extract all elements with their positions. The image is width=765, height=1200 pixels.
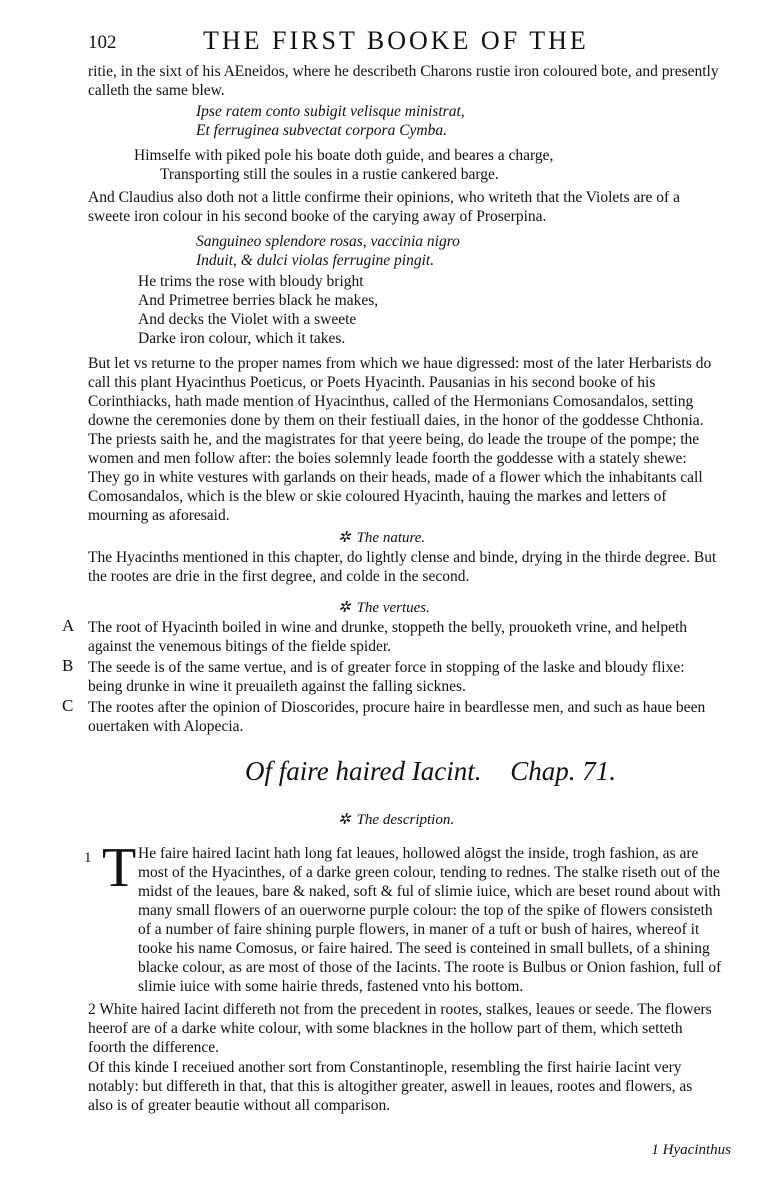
latin-quote-claudian xyxy=(196,232,460,270)
chapter-heading xyxy=(245,756,616,787)
margin-letter-c: C xyxy=(62,696,74,715)
paragraph-names: But let vs returne to the proper names from which we haue digressed: most of the later Herbarists do call this plant Hyacinthus Poeticus, or Poets Hyacinth. Pausanias in his second booke of his Corinthiacks, hath made mention of Hyacinthus, called of the Hermonians Comosandalos, setting downe the ceremonies done by them on their festiuall daies, in the honor of the goddesse Chthonia. The priests saith he, and the magistrates for that yeere being, do leade the troupe of the pompe; the women and men follow after: the boies solemnly leade foorth the goddesse with a stately shewe: They go in white vestures with garlands on their heads, made of a flower which the inhabitants call Comosandalos, which is the blew or skie coloured Hyacinth, hauing the markes and letters of mourning as aforesaid. xyxy=(88,355,712,524)
paragraph-nature: The Hyacinths mentioned in this chapter, do lightly clense and binde, drying in the thirde degree. But the rootes are drie in the first degree, and colde in the second. xyxy=(88,549,717,585)
asterisk-ornament-icon: ✲ xyxy=(338,600,351,616)
paragraph-charon: ritie, in the sixt of his AEneidos, where he describeth Charons rustie iron coloured bote, and presently calleth the same blew. xyxy=(88,63,719,99)
item-number-1: 1 xyxy=(84,850,92,866)
paragraph-claudius: And Claudius also doth not a little confirme their opinions, who writeth that the Violets are of a sweete iron colour in his second booke of the carying away of Proserpina. xyxy=(88,189,680,225)
latin-quote-virgil xyxy=(196,102,465,140)
asterisk-ornament-icon: ✲ xyxy=(338,812,351,828)
vertue-c-text: The rootes after the opinion of Dioscorides, procure haire in beardlesse men, and such as haue been ouertaken with Alopecia. xyxy=(88,699,706,735)
verse-line: Darke iron colour, which it takes. xyxy=(138,330,346,347)
verse-translation-2 xyxy=(138,272,378,348)
latin-line: Ipse ratem conto subigit velisque ministrat, xyxy=(196,103,465,120)
latin-line: Et ferruginea subvectat corpora Cymba. xyxy=(196,122,447,139)
vertue-b-text: The seede is of the same vertue, and is of greater force in stopping of the laske and bloudy flixe: being drunke in wine it preuaileth against the falling sicknes. xyxy=(88,659,685,695)
section-heading-vertues: ✲ The vertues. xyxy=(338,600,430,616)
verse-translation-1 xyxy=(134,146,553,184)
description-3-text: Of this kinde I receiued another sort from Constantinople, resembling the first hairie Iacint very notably: but differeth in that, that this is altogither greater, aswell in leaues, rootes and flowers, as also is of greater beautie without all comparison. xyxy=(88,1059,693,1114)
verse-line: Transporting still the soules in a rustie cankered barge. xyxy=(160,166,499,183)
description-2-text: 2 White haired Iacint differeth not from the precedent in rootes, stalkes, leaues or seede. The flowers heerof are of a darke white colour, with some blacknes in the hollow part of them, which setteth foorth the difference. xyxy=(88,1001,712,1056)
section-heading-nature: ✲ The nature. xyxy=(338,530,426,546)
verse-line: And Primetree berries black he makes, xyxy=(138,292,379,309)
chapter-number: Chap. 71. xyxy=(510,756,616,786)
vertue-a-text: The root of Hyacinth boiled in wine and drunke, stoppeth the belly, prouoketh vrine, and helpeth against the venemous bitings of the fielde spider. xyxy=(88,619,688,655)
latin-line: Induit, & dulci violas ferrugine pingit. xyxy=(196,252,435,269)
verse-line: Himselfe with piked pole his boate doth guide, and beares a charge, xyxy=(134,147,554,164)
latin-line: Sanguineo splendore rosas, vaccinia nigro xyxy=(196,233,460,250)
verse-line: And decks the Violet with a sweete xyxy=(138,311,357,328)
running-title: THE FIRST BOOKE OF THE xyxy=(203,26,589,55)
catchword: 1 Hyacinthus xyxy=(651,1142,731,1158)
description-1-text: He faire haired Iacint hath long fat leaues, hollowed alōgst the inside, trogh fashion, as are most of the Hyacinthes, of a darke green colour, tending to rednes. The stalke riseth out of the midst of the leaues, bare & naked, soft & ful of slimie iuice, which are beset round about with many small flowers of an ouerworne purple colour: the top of the spike of flowers consisteth of a number of faire shining purple flowers, in maner of a tuft or bush of haires, whereof it tooke his name Comosus, or faire haired. The seed is conteined in small bullets, of a shining blacke colour, as are most of those of the Iacints. The roote is Bulbus or Onion fashion, full of slimie iuice with some hairie threds, fastened vnto his bottom. xyxy=(138,845,722,995)
asterisk-ornament-icon: ✲ xyxy=(338,530,351,546)
margin-letter-b: B xyxy=(62,656,74,675)
margin-letter-a: A xyxy=(62,616,75,635)
chapter-title: Of faire haired Iacint. xyxy=(245,756,482,786)
page-number: 102 xyxy=(88,32,117,53)
section-heading-description: ✲ The description. xyxy=(338,812,455,828)
page-header xyxy=(88,26,705,54)
verse-line: He trims the rose with bloudy bright xyxy=(138,273,364,290)
drop-cap: T xyxy=(102,837,137,899)
